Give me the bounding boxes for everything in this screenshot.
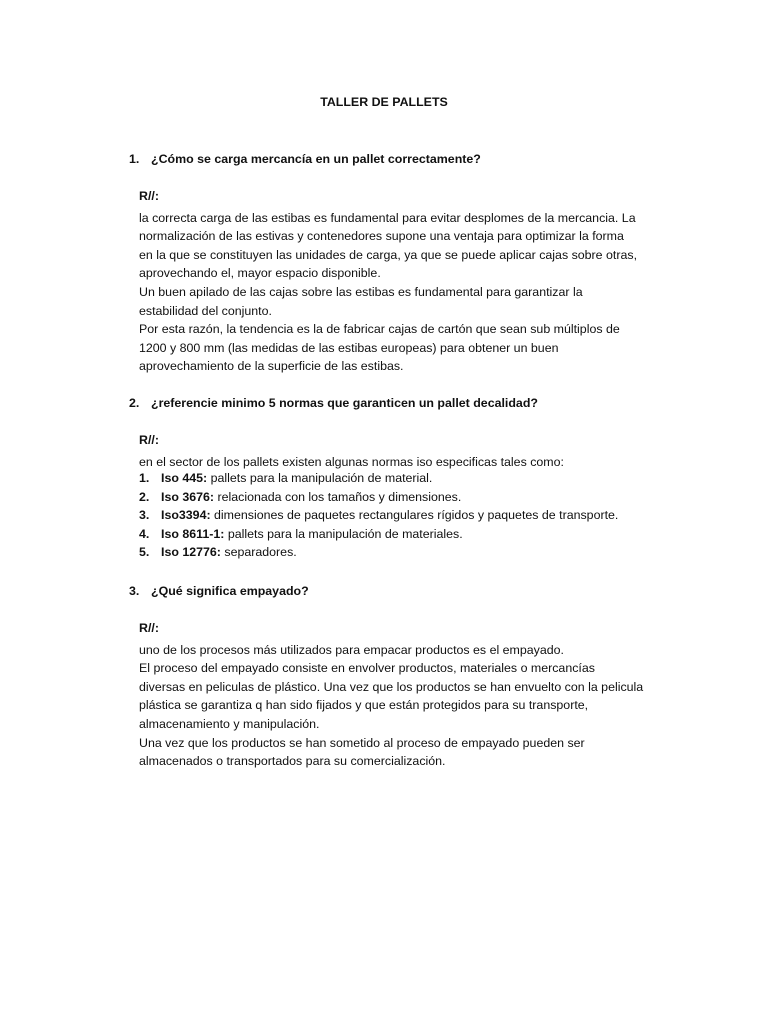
norm-code: Iso 3676: <box>161 489 215 504</box>
norm-number: 2. <box>139 489 150 504</box>
question-1 <box>129 150 481 169</box>
answer-line: en el sector de los pallets existen algunas normas iso especificas tales como: <box>139 454 564 469</box>
answer-line: la correcta carga de las estibas es fundamental para evitar desplomes de la mercancia. La <box>139 210 636 225</box>
norm-code: Iso 12776: <box>161 545 221 560</box>
document-title: TALLER DE PALLETS <box>320 95 448 109</box>
question-number: 3. <box>129 584 140 598</box>
list-item <box>139 543 679 562</box>
question-text: ¿Qué significa empayado? <box>151 584 309 598</box>
answer-label: R//: <box>139 621 159 635</box>
question-number: 2. <box>129 396 140 410</box>
list-item <box>139 488 679 507</box>
answer-line: Una vez que los productos se han sometido al proceso de empayado pueden ser <box>139 735 585 750</box>
list-item <box>139 506 679 525</box>
answer-line: El proceso del empayado consiste en envolver productos, materiales o mercancías <box>139 661 595 676</box>
answer-line: Un buen apilado de las cajas sobre las estibas es fundamental para garantizar la <box>139 284 583 299</box>
list-item <box>139 525 679 544</box>
norm-code: Iso 445: <box>161 471 208 485</box>
norm-number: 5. <box>139 545 150 560</box>
answer-line: aprovechamiento de la superficie de las estibas. <box>139 359 404 374</box>
answer-line: en la que se constituyen las unidades de carga, ya que se puede aplicar cajas sobre otras, <box>139 247 638 262</box>
norm-text: pallets para la manipulación de material. <box>207 471 433 485</box>
answer-line: normalización de las estivas y contenedores supone una ventaja para optimizar la forma <box>139 229 624 244</box>
norm-text: dimensiones de paquetes rectangulares rígidos y paquetes de transporte. <box>210 508 619 523</box>
norm-number: 3. <box>139 508 150 523</box>
question-text: ¿Cómo se carga mercancía en un pallet correctamente? <box>151 152 481 166</box>
norm-text: pallets para la manipulación de materiales. <box>224 526 463 541</box>
answer-label: R//: <box>139 189 159 203</box>
question-3 <box>129 582 309 601</box>
norms-list <box>139 469 679 562</box>
list-item <box>139 469 679 488</box>
norm-number: 4. <box>139 526 150 541</box>
norm-text: separadores. <box>220 545 297 560</box>
answer-line: Por esta razón, la tendencia es la de fabricar cajas de cartón que sean sub múltiplos de <box>139 322 620 337</box>
answer-line: almacenados o transportados para su comercialización. <box>139 754 446 769</box>
answer-line: 1200 y 800 mm (las medidas de las estibas europeas) para obtener un buen <box>139 340 559 355</box>
answer-line: almacenamiento y manipulación. <box>139 716 320 731</box>
answer-line: estabilidad del conjunto. <box>139 303 272 318</box>
norm-number: 1. <box>139 471 150 485</box>
norm-text: relacionada con los tamaños y dimensiones. <box>214 489 462 504</box>
question-number: 1. <box>129 152 140 166</box>
question-2 <box>129 394 538 413</box>
answer-label: R//: <box>139 433 159 447</box>
answer-3 <box>139 619 679 771</box>
answer-line: diversas en peliculas de plástico. Una vez que los productos se han envuelto con la pelicula <box>139 679 644 694</box>
answer-line: aprovechando el, mayor espacio disponible. <box>139 266 381 281</box>
norm-code: Iso3394: <box>161 508 211 523</box>
answer-line: plástica se garantiza q han sido fijados y que están protegidos para su transporte, <box>139 698 589 713</box>
answer-2 <box>139 431 679 471</box>
answer-1 <box>139 187 679 376</box>
question-text: ¿referencie minimo 5 normas que garanticen un pallet decalidad? <box>151 396 538 410</box>
norm-code: Iso 8611-1: <box>161 526 225 541</box>
answer-line: uno de los procesos más utilizados para empacar productos es el empayado. <box>139 642 564 657</box>
